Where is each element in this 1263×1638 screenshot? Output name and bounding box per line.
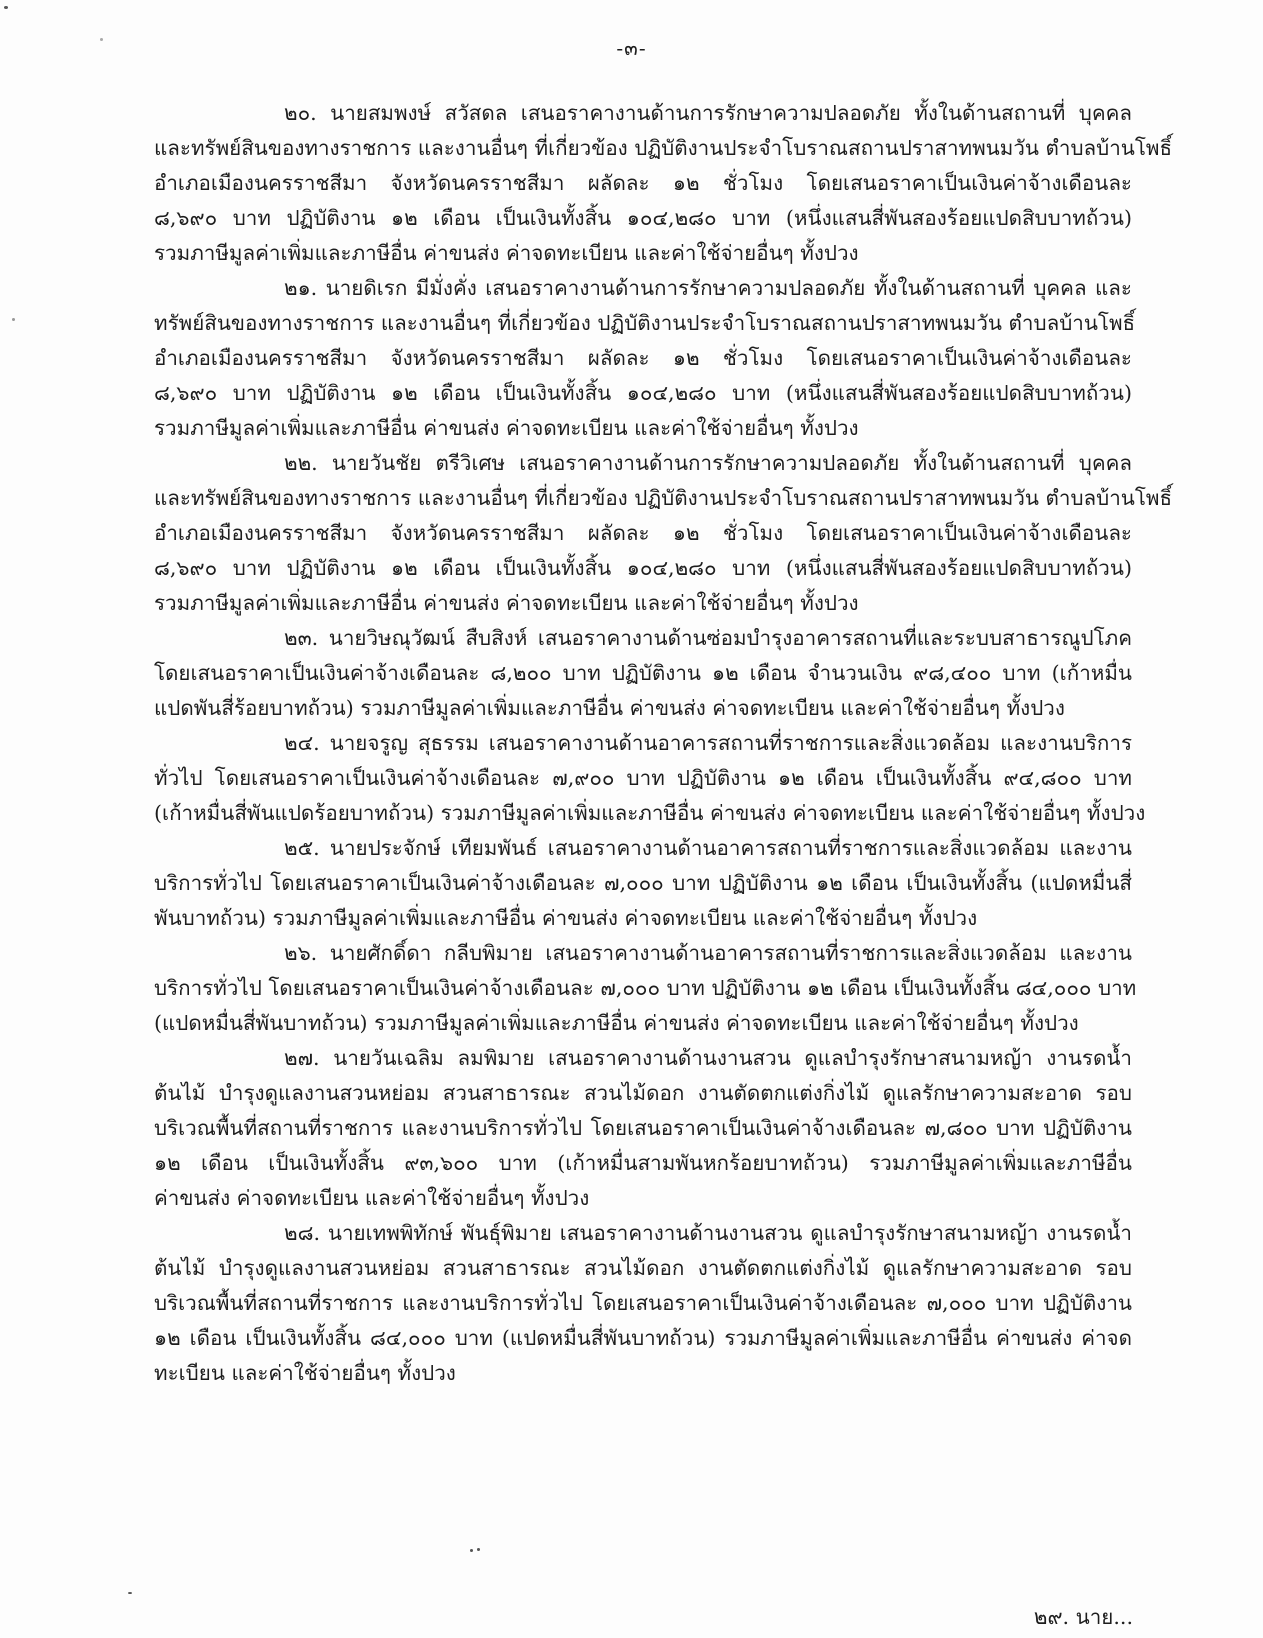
paragraph-line: บริเวณพื้นที่สถานที่ราชการ และงานบริการทั่วไป โดยเสนอราคาเป็นเงินค่าจ้างเดือนละ ๗,๘๐๐ บาท ปฏิบัติงาน [154,1116,1132,1140]
paragraph-item-21 [154,271,1136,446]
paragraph-line: แปดพันสี่ร้อยบาทถ้วน) รวมภาษีมูลค่าเพิ่มและภาษีอื่น ค่าขนส่ง ค่าจดทะเบียน และค่าใช้จ่ายอื่นๆ ทั้งปวง [154,696,1065,720]
paragraph-line: รวมภาษีมูลค่าเพิ่มและภาษีอื่น ค่าขนส่ง ค่าจดทะเบียน และค่าใช้จ่ายอื่นๆ ทั้งปวง [154,241,859,265]
paragraph-line: ๒๑. นายดิเรก มีมั่งคั่ง เสนอราคางานด้านการรักษาความปลอดภัย ทั้งในด้านสถานที่ บุคคล และ [284,276,1132,300]
paragraph-line: บริการทั่วไป โดยเสนอราคาเป็นเงินค่าจ้างเดือนละ ๗,๐๐๐ บาท ปฏิบัติงาน ๑๒ เดือน เป็นเงินทั้งสิ้น (แปดหมื่นสี่ [154,871,1132,895]
paragraph-line: ๒๔. นายจรูญ สุธรรม เสนอราคางานด้านอาคารสถานที่ราชการและสิ่งแวดล้อม และงานบริการ [284,731,1132,755]
paragraph-line: ๘,๖๙๐ บาท ปฏิบัติงาน ๑๒ เดือน เป็นเงินทั้งสิ้น ๑๐๔,๒๘๐ บาท (หนึ่งแสนสี่พันสองร้อยแปดสิบบาทถ้วน) [154,381,1132,405]
paragraph-item-20 [154,96,1173,271]
paragraph-line: ทั่วไป โดยเสนอราคาเป็นเงินค่าจ้างเดือนละ ๗,๙๐๐ บาท ปฏิบัติงาน ๑๒ เดือน เป็นเงินทั้งสิ้น ๙๔,๘๐๐ บาท [154,766,1132,790]
paragraph-item-24 [154,726,1146,831]
paragraph-line: พันบาทถ้วน) รวมภาษีมูลค่าเพิ่มและภาษีอื่น ค่าขนส่ง ค่าจดทะเบียน และค่าใช้จ่ายอื่นๆ ทั้งปวง [154,906,978,930]
paragraph-line: (แปดหมื่นสี่พันบาทถ้วน) รวมภาษีมูลค่าเพิ่มและภาษีอื่น ค่าขนส่ง ค่าจดทะเบียน และค่าใช้จ่ายอื่นๆ ทั้งปวง [154,1011,1079,1035]
scan-speck [470,1549,473,1552]
body-text [154,96,1173,1391]
paragraph-line: ๒๗. นายวันเฉลิม ลมพิมาย เสนอราคางานด้านงานสวน ดูแลบำรุงรักษาสนามหญ้า งานรดน้ำ [284,1046,1132,1070]
scan-speck [12,318,15,321]
paragraph-line: รวมภาษีมูลค่าเพิ่มและภาษีอื่น ค่าขนส่ง ค่าจดทะเบียน และค่าใช้จ่ายอื่นๆ ทั้งปวง [154,416,859,440]
paragraph-line: อำเภอเมืองนครราชสีมา จังหวัดนครราชสีมา ผลัดละ ๑๒ ชั่วโมง โดยเสนอราคาเป็นเงินค่าจ้างเดือนละ [154,521,1132,545]
paragraph-line: ๑๒ เดือน เป็นเงินทั้งสิ้น ๘๔,๐๐๐ บาท (แปดหมื่นสี่พันบาทถ้วน) รวมภาษีมูลค่าเพิ่มและภาษีอื่น ค่าขนส่ง ค่าจด [154,1326,1132,1350]
page-number: -๓- [616,36,647,60]
paragraph-line: ๒๐. นายสมพงษ์ สวัสดล เสนอราคางานด้านการรักษาความปลอดภัย ทั้งในด้านสถานที่ บุคคล [284,101,1132,125]
paragraph-line: ต้นไม้ บำรุงดูแลงานสวนหย่อม สวนสาธารณะ สวนไม้ดอก งานตัดตกแต่งกิ่งไม้ ดูแลรักษาความสะอาด รอบ [154,1081,1132,1105]
paragraph-line: ทรัพย์สินของทางราชการ และงานอื่นๆ ที่เกี่ยวข้อง ปฏิบัติงานประจำโบราณสถานปราสาทพนมวัน ตำบลบ้านโพธิ์ [154,311,1136,335]
paragraph-line: (เก้าหมื่นสี่พันแปดร้อยบาทถ้วน) รวมภาษีมูลค่าเพิ่มและภาษีอื่น ค่าขนส่ง ค่าจดทะเบียน และค่าใช้จ่ายอื่นๆ ทั้งปวง [154,801,1146,825]
paragraph-item-25 [154,831,1132,936]
scan-speck [128,1592,132,1594]
paragraph-item-28 [154,1216,1132,1391]
paragraph-item-27 [154,1041,1132,1216]
paragraph-line: ค่าขนส่ง ค่าจดทะเบียน และค่าใช้จ่ายอื่นๆ ทั้งปวง [154,1186,590,1210]
paragraph-line: ๒๕. นายประจักษ์ เทียมพันธ์ เสนอราคางานด้านอาคารสถานที่ราชการและสิ่งแวดล้อม และงาน [284,836,1132,860]
paragraph-line: รวมภาษีมูลค่าเพิ่มและภาษีอื่น ค่าขนส่ง ค่าจดทะเบียน และค่าใช้จ่ายอื่นๆ ทั้งปวง [154,591,859,615]
continuation-footer: ๒๙. นาย... [1033,1605,1133,1629]
paragraph-item-26 [154,936,1137,1041]
paragraph-line: ๘,๖๙๐ บาท ปฏิบัติงาน ๑๒ เดือน เป็นเงินทั้งสิ้น ๑๐๔,๒๘๐ บาท (หนึ่งแสนสี่พันสองร้อยแปดสิบบาทถ้วน) [154,556,1132,580]
paragraph-line: อำเภอเมืองนครราชสีมา จังหวัดนครราชสีมา ผลัดละ ๑๒ ชั่วโมง โดยเสนอราคาเป็นเงินค่าจ้างเดือนละ [154,346,1132,370]
paragraph-line: และทรัพย์สินของทางราชการ และงานอื่นๆ ที่เกี่ยวข้อง ปฏิบัติงานประจำโบราณสถานปราสาทพนมวัน ตำบลบ้านโพธิ์ [154,136,1173,160]
scan-speck [4,6,8,9]
paragraph-line: บริการทั่วไป โดยเสนอราคาเป็นเงินค่าจ้างเดือนละ ๗,๐๐๐ บาท ปฏิบัติงาน ๑๒ เดือน เป็นเงินทั้งสิ้น ๘๔,๐๐๐ บาท [154,976,1137,1000]
paragraph-line: ต้นไม้ บำรุงดูแลงานสวนหย่อม สวนสาธารณะ สวนไม้ดอก งานตัดตกแต่งกิ่งไม้ ดูแลรักษาความสะอาด รอบ [154,1256,1132,1280]
paragraph-line: และทรัพย์สินของทางราชการ และงานอื่นๆ ที่เกี่ยวข้อง ปฏิบัติงานประจำโบราณสถานปราสาทพนมวัน ตำบลบ้านโพธิ์ [154,486,1173,510]
paragraph-line: ๒๘. นายเทพพิทักษ์ พันธุ์พิมาย เสนอราคางานด้านงานสวน ดูแลบำรุงรักษาสนามหญ้า งานรดน้ำ [284,1221,1132,1245]
paragraph-item-23 [154,621,1132,726]
paragraph-line: ๒๓. นายวิษณุวัฒน์ สืบสิงห์ เสนอราคางานด้านซ่อมบำรุงอาคารสถานที่และระบบสาธารณูปโภค [284,626,1132,650]
paragraph-line: ๒๖. นายศักดิ์ดา กลีบพิมาย เสนอราคางานด้านอาคารสถานที่ราชการและสิ่งแวดล้อม และงาน [284,941,1132,965]
paragraph-line: โดยเสนอราคาเป็นเงินค่าจ้างเดือนละ ๘,๒๐๐ บาท ปฏิบัติงาน ๑๒ เดือน จำนวนเงิน ๙๘,๔๐๐ บาท (เก้าหมื่น [154,661,1132,685]
paragraph-line: ๘,๖๙๐ บาท ปฏิบัติงาน ๑๒ เดือน เป็นเงินทั้งสิ้น ๑๐๔,๒๘๐ บาท (หนึ่งแสนสี่พันสองร้อยแปดสิบบาทถ้วน) [154,206,1132,230]
paragraph-line: ๑๒ เดือน เป็นเงินทั้งสิ้น ๙๓,๖๐๐ บาท (เก้าหมื่นสามพันหกร้อยบาทถ้วน) รวมภาษีมูลค่าเพิ่มและภาษีอื่น [154,1151,1132,1175]
paragraph-item-22 [154,446,1173,621]
paragraph-line: ทะเบียน และค่าใช้จ่ายอื่นๆ ทั้งปวง [154,1361,456,1385]
paragraph-line: บริเวณพื้นที่สถานที่ราชการ และงานบริการทั่วไป โดยเสนอราคาเป็นเงินค่าจ้างเดือนละ ๗,๐๐๐ บาท ปฏิบัติงาน [154,1291,1132,1315]
paragraph-line: อำเภอเมืองนครราชสีมา จังหวัดนครราชสีมา ผลัดละ ๑๒ ชั่วโมง โดยเสนอราคาเป็นเงินค่าจ้างเดือนละ [154,171,1132,195]
paragraph-line: ๒๒. นายวันชัย ตรีวิเศษ เสนอราคางานด้านการรักษาความปลอดภัย ทั้งในด้านสถานที่ บุคคล [284,451,1132,475]
scan-speck [477,1548,480,1551]
